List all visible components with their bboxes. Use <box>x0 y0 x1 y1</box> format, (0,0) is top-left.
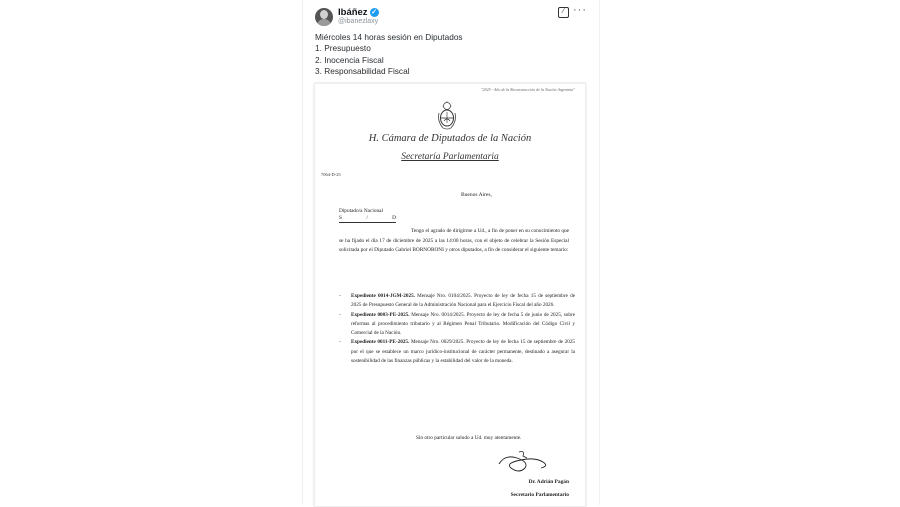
signer-name: Dr. Adrián Pagán <box>528 479 569 485</box>
handwritten-signature <box>495 446 555 476</box>
avatar-head <box>320 10 328 19</box>
agenda-item-text: Mensaje Nro. 0029/2025. Proyecto de ley de fecha 15 de septiembre de 2025 por el que se establece un marco jurídico-institucional de carácter permanente, destinado a asegurar la sostenibilidad de las finanzas públicas y la estabilidad del valor de la moneda. <box>351 339 576 365</box>
addressee-block <box>339 208 396 223</box>
author-name[interactable]: Ibáñez <box>338 7 368 18</box>
attached-document-image[interactable] <box>314 83 586 507</box>
agenda-item <box>339 292 575 311</box>
agenda-item-text: Mensaje Nro. 0014/2025. Proyecto de ley de fecha 5 de junio de 2025, sobre reformas al procedimiento tributario y al Régimen Penal Tributario. Modificación del Código Civil y Comercial de la Nación. <box>351 311 576 337</box>
avatar[interactable] <box>315 8 333 26</box>
tweet-line: 2. Inocencia Fiscal <box>315 54 384 65</box>
agenda-item <box>339 311 575 339</box>
agenda-item <box>339 338 575 366</box>
agenda-item-title: Expediente 0011-PE-2025. <box>351 339 410 346</box>
signer-title: Secretario Parlamentario <box>510 492 569 498</box>
list-dash: - <box>339 339 341 346</box>
letter-body-text: Tengo el agrado de dirigirme a Ud., a fin de poner en su conocimiento que se ha fijado el día 17 de diciembre de 2025 a las 14:00 horas, con el objeto de celebrar la Sesión Especial solicitada por el Diputado Gabriel BORNORONI y otros diputados, a fin de considerar el siguiente temario: <box>339 228 569 253</box>
closing-line: Sin otro particular saludo a Ud. muy atentamente. <box>416 435 522 441</box>
tweet-text <box>315 32 585 78</box>
author-row[interactable] <box>338 7 379 18</box>
author-handle[interactable]: @ibanezlaxy <box>338 18 379 25</box>
addressee-s: S <box>339 215 342 221</box>
agenda-list <box>339 292 575 366</box>
tweet-line: 1. Presupuesto <box>315 43 371 54</box>
national-coat-of-arms-icon <box>436 101 458 131</box>
agenda-item-title: Expediente 0014-JGM-2025. <box>351 293 415 299</box>
document-header-note: "2025 - Año de la Reconstrucción de la Nación Argentina" <box>480 87 575 92</box>
agenda-item-text: Mensaje Nro. 0104/2025. Proyecto de ley de fecha 15 de septiembre de 2025 de Presupuesto General de la Administración Nacional para el Ejercicio Fiscal del año 2026. <box>351 293 575 309</box>
tweet-line: 3. Responsabilidad Fiscal <box>315 66 410 77</box>
addressee-d: D <box>392 215 396 221</box>
place-line: Buenos Aires, <box>461 192 492 198</box>
tweet-line: Miércoles 14 horas sesión en Diputados <box>315 32 463 42</box>
grok-icon[interactable]: ⁄ <box>558 7 569 18</box>
avatar-body <box>317 19 331 26</box>
list-dash: - <box>339 293 341 299</box>
chamber-heading: H. Cámara de Diputados de la Nación <box>368 133 532 144</box>
secretaria-heading: Secretaría Parlamentaria <box>401 152 499 162</box>
reference-number: 7064-D-25 <box>321 172 341 177</box>
agenda-item-title: Expediente 0003-PE-2025. <box>351 311 410 318</box>
addressee-sd <box>339 215 396 223</box>
letter-body <box>339 227 569 256</box>
addressee-label: Diputado/a Nacional <box>339 208 383 214</box>
verified-badge-icon: ✓ <box>371 9 377 16</box>
more-options-icon[interactable]: ··· <box>573 4 587 16</box>
list-dash: - <box>339 311 341 318</box>
addressee-slash: / <box>366 215 368 221</box>
